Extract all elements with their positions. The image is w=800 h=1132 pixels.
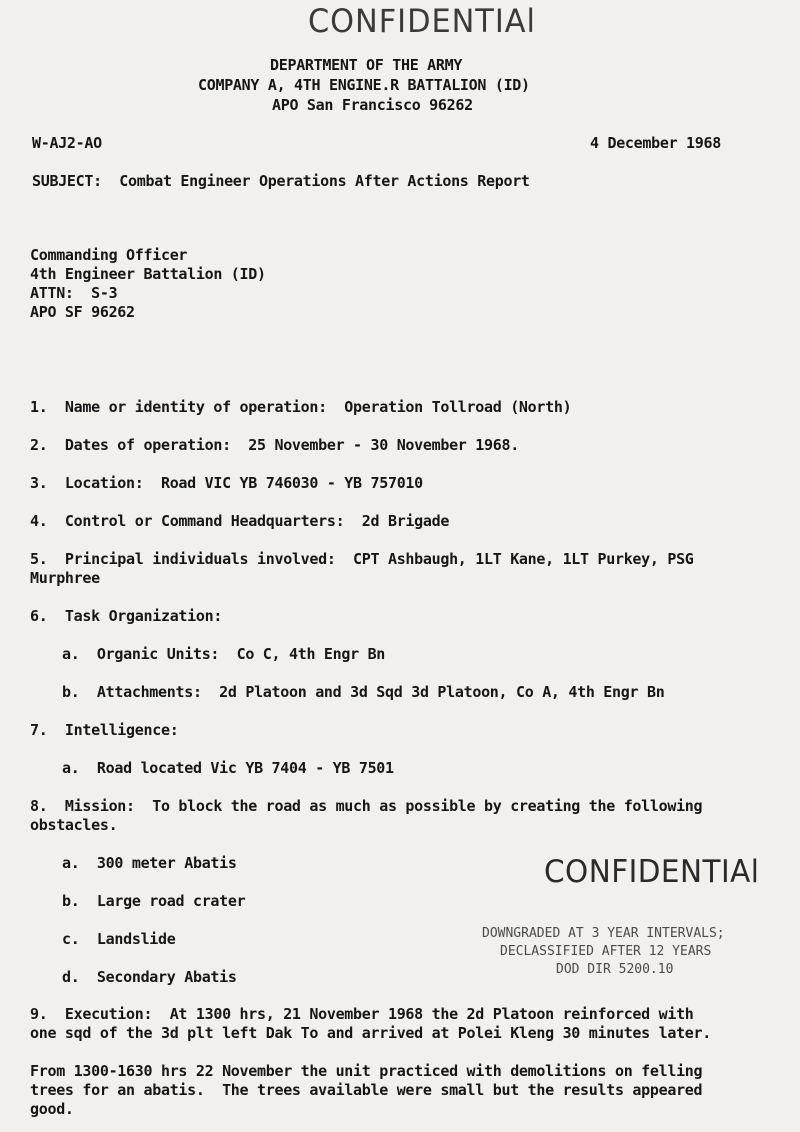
item-8a: a. 300 meter Abatis: [62, 854, 237, 872]
item-2: 2. Dates of operation: 25 November - 30 November 1968.: [30, 436, 519, 454]
subject-line: SUBJECT: Combat Engineer Operations After Actions Report: [32, 172, 530, 190]
item-5-line-1: 5. Principal individuals involved: CPT Ashbaugh, 1LT Kane, 1LT Purkey, PSG: [30, 550, 694, 568]
downgrade-line-1: DOWNGRADED AT 3 YEAR INTERVALS;: [482, 926, 725, 941]
item-8b: b. Large road crater: [62, 892, 246, 910]
item-1: 1. Name or identity of operation: Operation Tollroad (North): [30, 398, 572, 416]
confidential-stamp-top: CONFIDENTIAl: [308, 2, 536, 40]
item-5-line-2: Murphree: [30, 569, 100, 587]
item-6: 6. Task Organization:: [30, 607, 223, 625]
address-line-3: ATTN: S-3: [30, 284, 118, 302]
item-8c: c. Landslide: [62, 930, 176, 948]
item-8d: d. Secondary Abatis: [62, 968, 237, 986]
item-3: 3. Location: Road VIC YB 746030 - YB 757010: [30, 474, 423, 492]
item-9-line-2: one sqd of the 3d plt left Dak To and arrived at Polei Kleng 30 minutes later.: [30, 1024, 712, 1042]
reference-code: W-AJ2-AO: [32, 134, 102, 152]
item-8-line-2: obstacles.: [30, 816, 118, 834]
header-department: DEPARTMENT OF THE ARMY: [270, 56, 463, 74]
item-6a: a. Organic Units: Co C, 4th Engr Bn: [62, 645, 386, 663]
paragraph-line-2: trees for an abatis. The trees available were small but the results appeared: [30, 1081, 703, 1099]
item-9-line-1: 9. Execution: At 1300 hrs, 21 November 1968 the 2d Platoon reinforced with: [30, 1005, 694, 1023]
item-7: 7. Intelligence:: [30, 721, 179, 739]
item-6b: b. Attachments: 2d Platoon and 3d Sqd 3d Platoon, Co A, 4th Engr Bn: [62, 683, 665, 701]
downgrade-line-2: DECLASSIFIED AFTER 12 YEARS: [500, 944, 712, 959]
header-apo: APO San Francisco 96262: [272, 96, 473, 114]
confidential-stamp-middle: CONFIDENTIAl: [544, 854, 760, 890]
item-7a: a. Road located Vic YB 7404 - YB 7501: [62, 759, 394, 777]
paragraph-line-1: From 1300-1630 hrs 22 November the unit practiced with demolitions on felling: [30, 1062, 703, 1080]
address-line-1: Commanding Officer: [30, 246, 188, 264]
item-4: 4. Control or Command Headquarters: 2d Brigade: [30, 512, 450, 530]
document-date: 4 December 1968: [590, 134, 721, 152]
address-line-2: 4th Engineer Battalion (ID): [30, 265, 266, 283]
item-8-line-1: 8. Mission: To block the road as much as possible by creating the following: [30, 797, 703, 815]
paragraph-line-3: good.: [30, 1100, 74, 1118]
downgrade-line-3: DOD DIR 5200.10: [556, 962, 674, 977]
header-company: COMPANY A, 4TH ENGINE.R BATTALION (ID): [198, 76, 530, 94]
address-line-4: APO SF 96262: [30, 303, 135, 321]
